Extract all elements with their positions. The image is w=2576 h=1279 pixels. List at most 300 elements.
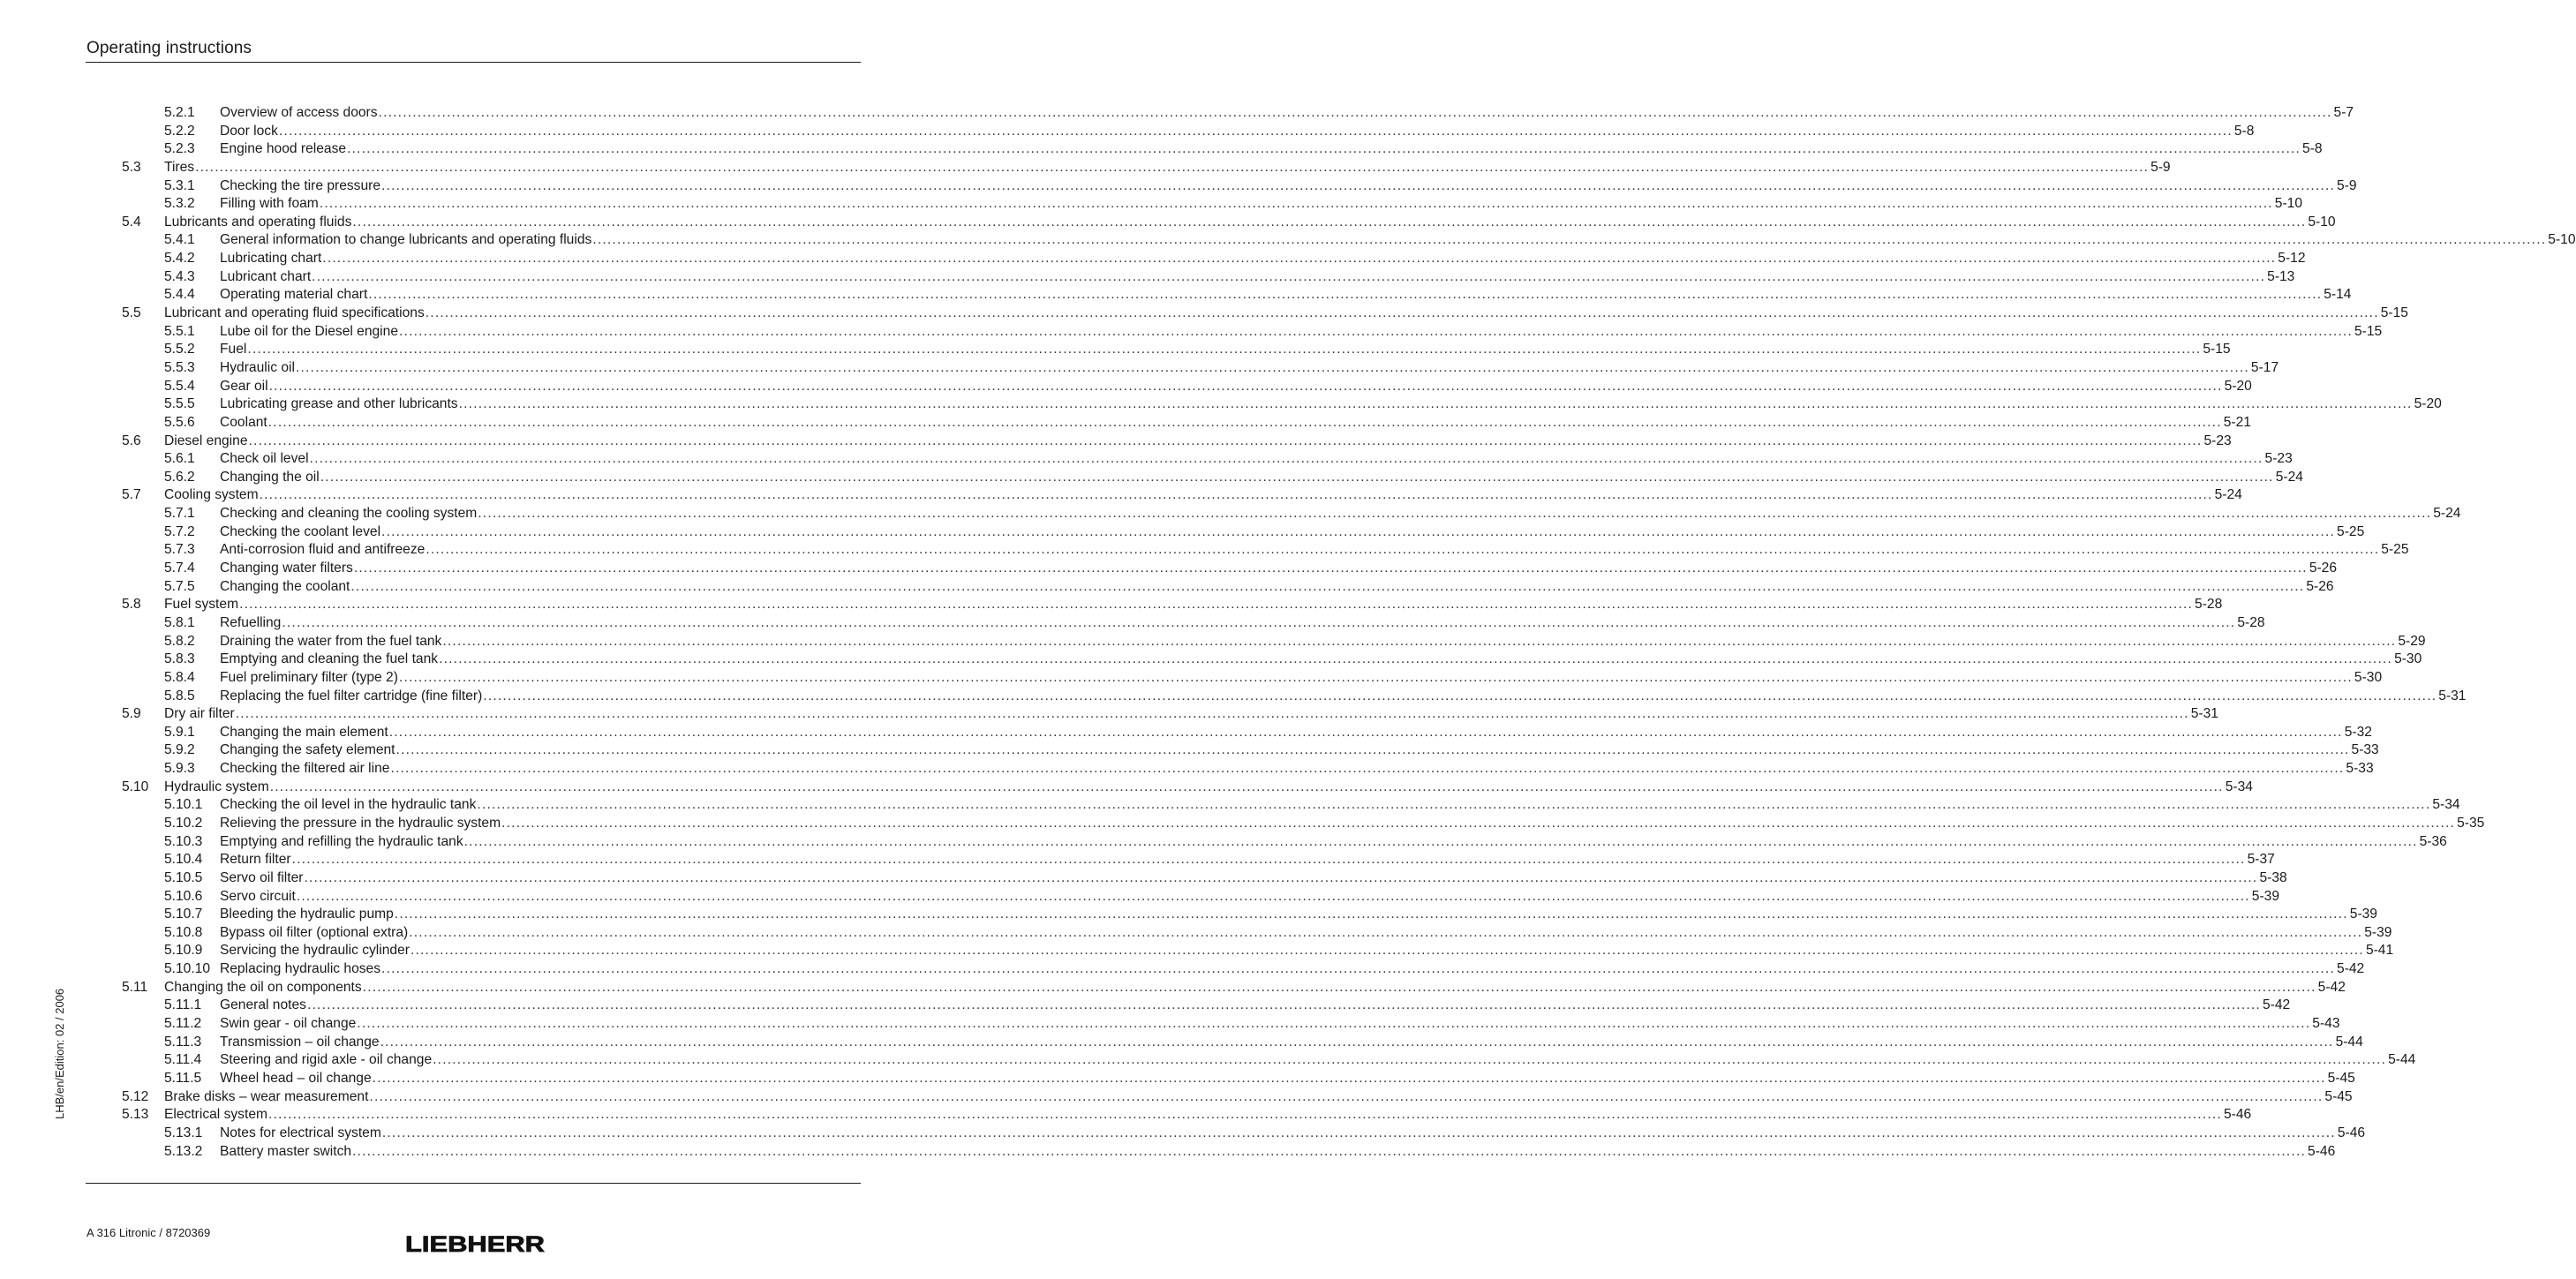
toc-page-number: 5-15 <box>2354 323 2383 339</box>
dot-leader: ................................................................................................................................................................................................................................................................................................................................................................................................................ <box>592 232 2547 248</box>
toc-entry-line <box>220 323 2383 342</box>
liebherr-logo <box>404 1232 546 1257</box>
dot-leader: ................................................................................................................................................................................................................................................................................................................................................................................................................ <box>309 451 2263 467</box>
toc-number: 5.9.1 <box>164 724 195 740</box>
toc-entry-line <box>220 942 2394 960</box>
toc-title: Checking the filtered air line <box>220 761 390 777</box>
toc-subsection[interactable] <box>0 633 2426 651</box>
dot-leader: ................................................................................................................................................................................................................................................................................................................................................................................................................ <box>295 359 2249 375</box>
toc-title: Hydraulic system <box>164 779 269 794</box>
toc-subsection[interactable] <box>0 395 2442 414</box>
dot-leader: ................................................................................................................................................................................................................................................................................................................................................................................................................ <box>347 141 2301 157</box>
toc-page-number: 5-42 <box>2337 961 2365 977</box>
toc-subsection[interactable] <box>0 1125 2366 1143</box>
toc-entry-line <box>220 633 2426 651</box>
toc-entry-line <box>164 305 2408 323</box>
toc-number: 5.10.3 <box>164 833 203 849</box>
toc-subsection[interactable] <box>0 123 2255 141</box>
toc-number: 5.10.10 <box>164 961 211 977</box>
toc-subsection[interactable] <box>0 942 2394 960</box>
toc-number: 5.11.3 <box>164 1034 202 1050</box>
dot-leader: ................................................................................................................................................................................................................................................................................................................................................................................................................ <box>362 979 2316 995</box>
toc-number: 5.4.3 <box>164 268 195 284</box>
toc-number: 5.8.5 <box>164 688 195 703</box>
toc-entry-line <box>220 869 2287 888</box>
dot-leader: ................................................................................................................................................................................................................................................................................................................................................................................................................ <box>463 833 2418 849</box>
toc-entry-line <box>220 541 2409 560</box>
toc-number: 5.8.3 <box>164 651 195 667</box>
dot-leader: ................................................................................................................................................................................................................................................................................................................................................................................................................ <box>433 1052 2387 1068</box>
toc-subsection[interactable] <box>0 960 2365 979</box>
toc-section[interactable] <box>0 779 2253 797</box>
toc-entry-line <box>220 523 2365 542</box>
toc-number: 5.5.4 <box>164 378 195 394</box>
toc-subsection[interactable] <box>0 359 2279 378</box>
dot-leader: ................................................................................................................................................................................................................................................................................................................................................................................................................ <box>372 1070 2326 1086</box>
toc-subsection[interactable] <box>0 578 2334 597</box>
dot-leader: ................................................................................................................................................................................................................................................................................................................................................................................................................ <box>312 268 2266 284</box>
toc-page-number: 5-26 <box>2309 561 2338 576</box>
dot-leader: ................................................................................................................................................................................................................................................................................................................................................................................................................ <box>269 779 2224 794</box>
toc-subsection[interactable] <box>0 1034 2363 1052</box>
toc-title: Emptying and refilling the hydraulic tank <box>220 833 463 849</box>
dot-leader: ................................................................................................................................................................................................................................................................................................................................................................................................................ <box>378 105 2332 120</box>
dot-leader: ................................................................................................................................................................................................................................................................................................................................................................................................................ <box>304 869 2258 885</box>
dot-leader: ................................................................................................................................................................................................................................................................................................................................................................................................................ <box>381 1125 2336 1140</box>
toc-title: Checking the coolant level <box>220 523 381 539</box>
toc-page-number: 5-10 <box>2308 214 2336 229</box>
dot-leader: ................................................................................................................................................................................................................................................................................................................................................................................................................ <box>282 614 2236 630</box>
toc-subsection[interactable] <box>0 1015 2340 1034</box>
toc-number: 5.10 <box>122 779 149 794</box>
toc-title: Cooling system <box>164 487 259 503</box>
toc-entry-line <box>220 286 2352 305</box>
dot-leader: ................................................................................................................................................................................................................................................................................................................................................................................................................ <box>426 542 2380 558</box>
dot-leader: ................................................................................................................................................................................................................................................................................................................................................................................................................ <box>235 706 2189 722</box>
dot-leader: ................................................................................................................................................................................................................................................................................................................................................................................................................ <box>439 651 2393 667</box>
toc-page-number: 5-31 <box>2190 706 2218 722</box>
toc-entry-line <box>220 906 2377 924</box>
toc-entry-line <box>220 888 2279 907</box>
toc-page-number: 5-39 <box>2251 888 2279 904</box>
toc-page-number: 5-37 <box>2247 852 2275 868</box>
toc-number: 5.10.7 <box>164 907 203 922</box>
toc-title: Wheel head – oil change <box>220 1070 372 1086</box>
toc-title: Dry air filter <box>164 706 235 722</box>
toc-number: 5.13.2 <box>164 1143 203 1159</box>
toc-number: 5.11 <box>122 979 148 995</box>
toc-entry-line <box>220 724 2372 742</box>
footer-divider <box>86 1183 861 1184</box>
toc-title: Servicing the hydraulic cylinder <box>220 943 410 959</box>
toc-subsection[interactable] <box>0 231 2576 250</box>
toc-section[interactable] <box>0 705 2218 724</box>
toc-title: Transmission – oil change <box>220 1034 380 1050</box>
toc-section[interactable] <box>0 214 2336 232</box>
dot-leader: ................................................................................................................................................................................................................................................................................................................................................................................................................ <box>195 159 2150 175</box>
toc-subsection[interactable] <box>0 195 2302 214</box>
toc-title: Lube oil for the Diesel engine <box>220 323 398 339</box>
dot-leader: ................................................................................................................................................................................................................................................................................................................................................................................................................ <box>357 1016 2311 1032</box>
toc-title: Changing the safety element <box>220 742 395 758</box>
toc-entry-line <box>164 433 2232 451</box>
document-reference: A 316 Litronic / 8720369 <box>87 1226 211 1239</box>
dot-leader: ................................................................................................................................................................................................................................................................................................................................................................................................................ <box>239 597 2194 613</box>
toc-title: Overview of access doors <box>220 105 378 120</box>
toc-page-number: 5-46 <box>2223 1107 2252 1123</box>
toc-subsection[interactable] <box>0 523 2365 542</box>
toc-number: 5.9.3 <box>164 761 195 777</box>
toc-number: 5.4.4 <box>164 287 195 303</box>
toc-title: Fuel <box>220 342 247 357</box>
toc-subsection[interactable] <box>0 760 2374 779</box>
toc-entry-line <box>220 469 2303 487</box>
toc-page-number: 5-33 <box>2351 742 2379 758</box>
toc-entry-line <box>164 979 2346 997</box>
toc-page-number: 5-30 <box>2394 651 2422 667</box>
dot-leader: ................................................................................................................................................................................................................................................................................................................................................................................................................ <box>352 1143 2307 1159</box>
dot-leader: ................................................................................................................................................................................................................................................................................................................................................................................................................ <box>477 797 2431 813</box>
toc-subsection[interactable] <box>0 688 2467 706</box>
toc-number: 5.5.5 <box>164 396 195 412</box>
toc-page-number: 5-8 <box>2233 123 2255 139</box>
toc-title: Steering and rigid axle - oil change <box>220 1052 433 1068</box>
dot-leader: ................................................................................................................................................................................................................................................................................................................................................................................................................ <box>425 305 2379 321</box>
dot-leader: ................................................................................................................................................................................................................................................................................................................................................................................................................ <box>268 378 2223 394</box>
toc-page-number: 5-30 <box>2354 669 2383 685</box>
table-of-contents <box>0 104 2576 1161</box>
toc-subsection[interactable] <box>0 1051 2416 1070</box>
toc-subsection[interactable] <box>0 614 2265 633</box>
toc-number: 5.11.2 <box>164 1016 202 1032</box>
toc-number: 5.5.3 <box>164 359 195 375</box>
toc-title: Bypass oil filter (optional extra) <box>220 924 409 940</box>
toc-title: Operating material chart <box>220 287 368 303</box>
toc-subsection[interactable] <box>0 414 2251 433</box>
toc-section[interactable] <box>0 596 2223 614</box>
toc-entry-line <box>220 1051 2416 1070</box>
toc-entry-line <box>220 760 2374 779</box>
toc-entry-line <box>220 614 2265 633</box>
toc-entry-line <box>220 1070 2355 1088</box>
toc-page-number: 5-28 <box>2195 597 2223 613</box>
toc-title: Lubricant chart <box>220 268 312 284</box>
toc-page-number: 5-26 <box>2306 578 2334 594</box>
toc-subsection[interactable] <box>0 341 2231 359</box>
toc-entry-line <box>220 560 2338 578</box>
toc-entry-line <box>220 1125 2366 1143</box>
toc-page-number: 5-24 <box>2433 506 2461 522</box>
toc-subsection[interactable] <box>0 469 2303 487</box>
toc-page-number: 5-35 <box>2457 815 2485 831</box>
toc-title: Lubricating chart <box>220 251 322 267</box>
toc-title: Tires <box>164 159 195 175</box>
toc-number: 5.5.6 <box>164 414 195 430</box>
toc-subsection[interactable] <box>0 669 2383 688</box>
toc-page-number: 5-46 <box>2337 1125 2366 1140</box>
toc-page-number: 5-39 <box>2364 924 2392 940</box>
toc-entry-line <box>220 833 2447 852</box>
toc-page-number: 5-38 <box>2259 869 2287 885</box>
toc-number: 5.7.5 <box>164 578 195 594</box>
dot-leader: ................................................................................................................................................................................................................................................................................................................................................................................................................ <box>296 888 2250 904</box>
toc-subsection[interactable] <box>0 541 2409 560</box>
dot-leader: ................................................................................................................................................................................................................................................................................................................................................................................................................ <box>394 907 2348 922</box>
toc-entry-line <box>220 195 2302 214</box>
toc-entry-line <box>220 1143 2336 1162</box>
toc-number: 5.5.2 <box>164 342 195 357</box>
toc-subsection[interactable] <box>0 450 2293 469</box>
toc-title: Bleeding the hydraulic pump <box>220 907 394 922</box>
header-divider <box>86 62 861 63</box>
toc-subsection[interactable] <box>0 177 2357 196</box>
dot-leader: ................................................................................................................................................................................................................................................................................................................................................................................................................ <box>381 177 2336 193</box>
toc-subsection[interactable] <box>0 268 2295 287</box>
toc-title: Changing the main element <box>220 724 388 740</box>
dot-leader: ................................................................................................................................................................................................................................................................................................................................................................................................................ <box>322 251 2277 267</box>
toc-number: 5.6.1 <box>164 451 195 467</box>
toc-title: Replacing hydraulic hoses <box>220 961 381 977</box>
toc-number: 5.8 <box>122 597 141 613</box>
toc-entry-line <box>220 450 2293 469</box>
toc-subsection[interactable] <box>0 741 2379 760</box>
toc-entry-line <box>164 159 2171 177</box>
dot-leader: ................................................................................................................................................................................................................................................................................................................................................................................................................ <box>410 943 2364 959</box>
toc-number: 5.9 <box>122 706 141 722</box>
toc-section[interactable] <box>0 1106 2252 1125</box>
toc-number: 5.7.2 <box>164 523 195 539</box>
toc-page-number: 5-33 <box>2346 761 2374 777</box>
toc-title: Battery master switch <box>220 1143 352 1159</box>
toc-number: 5.13.1 <box>164 1125 203 1140</box>
dot-leader: ................................................................................................................................................................................................................................................................................................................................................................................................................ <box>291 852 2246 868</box>
toc-entry-line <box>164 779 2253 797</box>
dot-leader: ................................................................................................................................................................................................................................................................................................................................................................................................................ <box>368 287 2323 303</box>
toc-subsection[interactable] <box>0 815 2485 833</box>
dot-leader: ................................................................................................................................................................................................................................................................................................................................................................................................................ <box>395 742 2350 758</box>
dot-leader: ................................................................................................................................................................................................................................................................................................................................................................................................................ <box>398 669 2353 685</box>
toc-entry-line <box>164 214 2336 232</box>
toc-number: 5.7 <box>122 487 141 503</box>
toc-number: 5.4.1 <box>164 232 195 248</box>
toc-entry-line <box>220 688 2467 706</box>
toc-section[interactable] <box>0 979 2346 997</box>
dot-leader: ................................................................................................................................................................................................................................................................................................................................................................................................................ <box>390 761 2345 777</box>
toc-subsection[interactable] <box>0 651 2422 669</box>
toc-number: 5.2.3 <box>164 141 195 157</box>
toc-page-number: 5-20 <box>2414 396 2442 412</box>
dot-leader: ................................................................................................................................................................................................................................................................................................................................................................................................................ <box>501 815 2456 831</box>
dot-leader: ................................................................................................................................................................................................................................................................................................................................................................................................................ <box>381 523 2336 539</box>
toc-subsection[interactable] <box>0 378 2252 396</box>
toc-entry-line <box>220 359 2279 378</box>
toc-section[interactable] <box>0 159 2171 177</box>
toc-subsection[interactable] <box>0 505 2461 523</box>
toc-title: General notes <box>220 997 306 1013</box>
toc-title: Diesel engine <box>164 433 248 448</box>
toc-number: 5.7.1 <box>164 506 195 522</box>
toc-number: 5.10.2 <box>164 815 203 831</box>
toc-number: 5.4.2 <box>164 251 195 267</box>
toc-title: Servo oil filter <box>220 869 304 885</box>
toc-page-number: 5-9 <box>2150 159 2171 175</box>
toc-page-number: 5-32 <box>2344 724 2372 740</box>
toc-subsection[interactable] <box>0 833 2447 852</box>
toc-title: Checking the tire pressure <box>220 177 381 193</box>
dot-leader: ................................................................................................................................................................................................................................................................................................................................................................................................................ <box>388 724 2343 740</box>
toc-number: 5.7.3 <box>164 542 195 558</box>
toc-title: Check oil level <box>220 451 309 467</box>
toc-entry-line <box>220 851 2275 869</box>
toc-title: Refuelling <box>220 614 282 630</box>
toc-page-number: 5-12 <box>2278 251 2306 267</box>
toc-title: Changing the oil <box>220 469 320 485</box>
toc-page-number: 5-17 <box>2250 359 2279 375</box>
toc-subsection[interactable] <box>0 286 2352 305</box>
toc-page-number: 5-14 <box>2324 287 2352 303</box>
toc-subsection[interactable] <box>0 250 2306 268</box>
toc-entry-line <box>220 669 2383 688</box>
toc-subsection[interactable] <box>0 796 2460 815</box>
toc-page-number: 5-42 <box>2262 997 2291 1013</box>
toc-title: Lubricant and operating fluid specifications <box>164 305 425 321</box>
toc-entry-line <box>164 705 2218 724</box>
toc-entry-line <box>164 1106 2252 1125</box>
toc-section[interactable] <box>0 486 2242 505</box>
toc-page-number: 5-8 <box>2302 141 2323 157</box>
page-title: Operating instructions <box>87 39 252 57</box>
toc-section[interactable] <box>0 433 2232 451</box>
toc-page-number: 5-10 <box>2548 232 2576 248</box>
toc-title: Changing the coolant <box>220 578 350 594</box>
toc-subsection[interactable] <box>0 1070 2355 1088</box>
toc-title: Fuel preliminary filter (type 2) <box>220 669 398 685</box>
toc-subsection[interactable] <box>0 140 2323 159</box>
toc-number: 5.11.4 <box>164 1052 202 1068</box>
toc-number: 5.9.2 <box>164 742 195 758</box>
toc-page-number: 5-44 <box>2335 1034 2363 1050</box>
toc-number: 5.8.4 <box>164 669 195 685</box>
toc-entry-line <box>220 378 2252 396</box>
toc-entry-line <box>220 1015 2340 1034</box>
toc-subsection[interactable] <box>0 323 2383 342</box>
toc-title: Hydraulic oil <box>220 359 295 375</box>
toc-page-number: 5-7 <box>2333 105 2354 120</box>
toc-entry-line <box>164 596 2223 614</box>
toc-entry-line <box>220 924 2392 943</box>
dot-leader: ................................................................................................................................................................................................................................................................................................................................................................................................................ <box>352 214 2307 229</box>
toc-number: 5.3.2 <box>164 196 195 212</box>
toc-title: Electrical system <box>164 1107 267 1123</box>
toc-entry-line <box>220 997 2291 1015</box>
toc-number: 5.10.8 <box>164 924 203 940</box>
toc-entry-line <box>220 268 2295 287</box>
toc-subsection[interactable] <box>0 888 2279 907</box>
toc-number: 5.10.5 <box>164 869 203 885</box>
toc-title: Gear oil <box>220 378 268 394</box>
toc-entry-line <box>220 104 2354 123</box>
toc-number: 5.6.2 <box>164 469 195 485</box>
dot-leader: ................................................................................................................................................................................................................................................................................................................................................................................................................ <box>267 414 2222 430</box>
toc-page-number: 5-24 <box>2214 487 2242 503</box>
toc-title: Checking the oil level in the hydraulic tank <box>220 797 477 813</box>
dot-leader: ................................................................................................................................................................................................................................................................................................................................................................................................................ <box>442 633 2397 649</box>
toc-entry-line <box>220 815 2485 833</box>
toc-page-number: 5-39 <box>2349 907 2377 922</box>
toc-title: Engine hood release <box>220 141 347 157</box>
toc-number: 5.7.4 <box>164 561 195 576</box>
toc-number: 5.5.1 <box>164 323 195 339</box>
dot-leader: ................................................................................................................................................................................................................................................................................................................................................................................................................ <box>483 688 2437 703</box>
toc-page-number: 5-31 <box>2438 688 2467 703</box>
dot-leader: ................................................................................................................................................................................................................................................................................................................................................................................................................ <box>259 487 2213 503</box>
dot-leader: ................................................................................................................................................................................................................................................................................................................................................................................................................ <box>380 1034 2334 1050</box>
toc-page-number: 5-15 <box>2380 305 2408 321</box>
toc-subsection[interactable] <box>0 906 2377 924</box>
toc-subsection[interactable] <box>0 997 2291 1015</box>
toc-title: Coolant <box>220 414 267 430</box>
toc-page-number: 5-23 <box>2203 433 2232 448</box>
toc-section[interactable] <box>0 305 2408 323</box>
toc-section[interactable] <box>0 1088 2353 1107</box>
toc-subsection[interactable] <box>0 104 2354 123</box>
toc-page-number: 5-34 <box>2432 797 2460 813</box>
toc-subsection[interactable] <box>0 924 2392 943</box>
toc-number: 5.10.1 <box>164 797 203 813</box>
toc-entry-line <box>220 395 2442 414</box>
toc-title: Lubricating grease and other lubricants <box>220 396 458 412</box>
toc-page-number: 5-21 <box>2223 414 2251 430</box>
toc-page-number: 5-45 <box>2327 1070 2355 1086</box>
toc-title: Checking and cleaning the cooling system <box>220 506 478 522</box>
dot-leader: ................................................................................................................................................................................................................................................................................................................................................................................................................ <box>278 123 2233 139</box>
toc-entry-line <box>220 414 2251 433</box>
toc-page-number: 5-25 <box>2381 542 2409 558</box>
dot-leader: ................................................................................................................................................................................................................................................................................................................................................................................................................ <box>381 961 2336 977</box>
toc-subsection[interactable] <box>0 724 2372 742</box>
toc-entry-line <box>220 250 2306 268</box>
toc-number: 5.10.6 <box>164 888 203 904</box>
svg-text:LIEBHERR: LIEBHERR <box>405 1232 545 1257</box>
toc-number: 5.2.1 <box>164 105 195 120</box>
toc-title: Fuel system <box>164 597 239 613</box>
toc-number: 5.11.5 <box>164 1070 202 1086</box>
toc-page-number: 5-28 <box>2237 614 2265 630</box>
dot-leader: ................................................................................................................................................................................................................................................................................................................................................................................................................ <box>399 323 2353 339</box>
toc-page-number: 5-46 <box>2308 1143 2336 1159</box>
toc-entry-line <box>220 1034 2363 1052</box>
toc-page-number: 5-42 <box>2317 979 2346 995</box>
toc-number: 5.2.2 <box>164 123 195 139</box>
toc-subsection[interactable] <box>0 560 2338 578</box>
dot-leader: ................................................................................................................................................................................................................................................................................................................................................................................................................ <box>267 1107 2222 1123</box>
toc-subsection[interactable] <box>0 869 2287 888</box>
toc-number: 5.8.2 <box>164 633 195 649</box>
toc-entry-line <box>220 651 2422 669</box>
dot-leader: ................................................................................................................................................................................................................................................................................................................................................................................................................ <box>458 396 2413 412</box>
toc-page-number: 5-34 <box>2225 779 2253 794</box>
toc-page-number: 5-10 <box>2274 196 2302 212</box>
toc-title: Filling with foam <box>220 196 319 212</box>
toc-title: Changing the oil on components <box>164 979 362 995</box>
toc-number: 5.8.1 <box>164 614 195 630</box>
toc-number: 5.3 <box>122 159 141 175</box>
toc-entry-line <box>220 578 2334 597</box>
toc-subsection[interactable] <box>0 851 2275 869</box>
toc-subsection[interactable] <box>0 1143 2336 1162</box>
toc-page-number: 5-29 <box>2398 633 2426 649</box>
toc-entry-line <box>220 960 2365 979</box>
